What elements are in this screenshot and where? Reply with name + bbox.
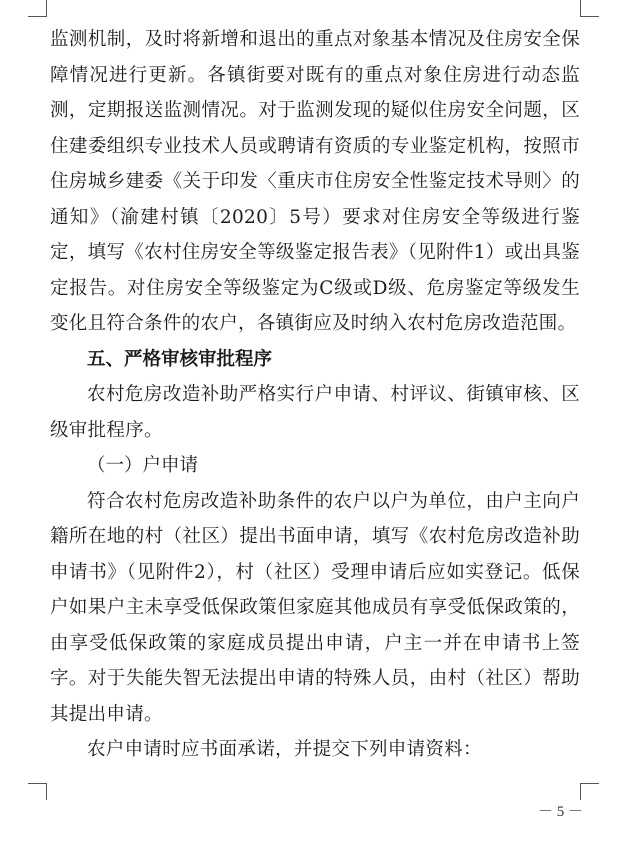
- crop-mark-bottom-left: [28, 783, 47, 800]
- paragraph-application-materials: 农户申请时应书面承诺，并提交下列申请资料：: [87, 739, 482, 760]
- page-number: － 5 －: [537, 804, 583, 820]
- crop-mark-top-left: [28, 0, 47, 17]
- subheading-household-application: （一）户申请: [87, 455, 199, 476]
- paragraph-approval-procedure: 农村危房改造补助严格实行户申请、村评议、街镇审核、区级审批程序。: [50, 384, 580, 441]
- paragraph-application-details: 符合农村危房改造补助条件的农户以户为单位，由户主向户籍所在地的村（社区）提出书面申请，填写《农村危房改造补助申请书》（见附件2），村（社区）受理申请后应如实登记。低保户如果户主未享受低保政策但家庭其他成员有享受低保政策的，由享受低保政策的家庭成员提出申请，户主一并在申请书上签字。对于失能失智无法提出申请的特殊人员，由村（社区）帮助其提出申请。: [50, 490, 580, 725]
- paragraph-monitoring: 监测机制，及时将新增和退出的重点对象基本情况及住房安全保障情况进行更新。各镇街要对既有的重点对象住房进行动态监测，定期报送监测情况。对于监测发现的疑似住房安全问题，区住建委组织专业技术人员或聘请有资质的专业鉴定机构，按照市住房城乡建委《关于印发〈重庆市住房安全性鉴定技术导则〉的通知》（渝建村镇〔2020〕5号）要求对住房安全等级进行鉴定，填写《农村住房安全等级鉴定报告表》（见附件1）或出具鉴定报告。对住房安全等级鉴定为C级或D级、危房鉴定等级发生变化且符合条件的农户，各镇街应及时纳入农村危房改造范围。: [50, 29, 580, 334]
- document-body: [50, 22, 580, 768]
- section-heading-approval: 五、严格审核审批程序: [87, 348, 273, 370]
- crop-mark-top-right: [580, 0, 599, 17]
- crop-mark-bottom-right: [580, 783, 599, 800]
